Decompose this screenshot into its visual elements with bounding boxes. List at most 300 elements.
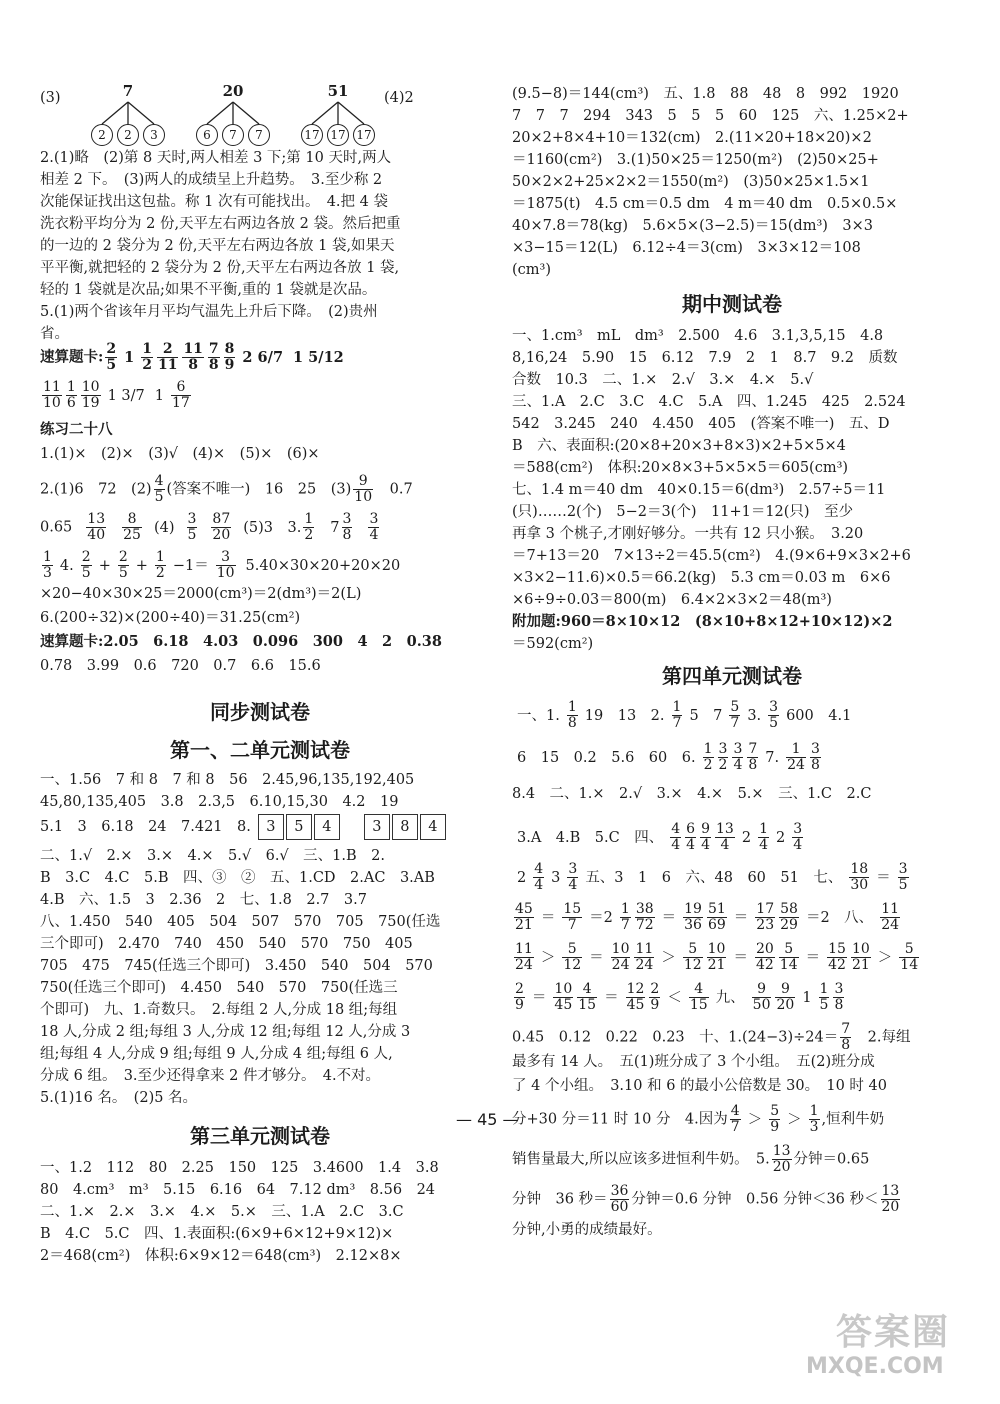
denominator: 4 (534, 877, 544, 893)
denominator: 4 (671, 837, 681, 853)
denominator: 8 (567, 715, 577, 731)
numerator: 45 (515, 901, 533, 917)
denominator: 14 (900, 957, 919, 973)
text-line (40, 550, 400, 581)
text-line: 次能保证找出这包盐。称 1 次有可能找出。 4.把 4 袋 (40, 194, 388, 210)
text-span: ＝ (589, 949, 604, 966)
denominator: 29 (780, 917, 798, 933)
denominator: 24 (611, 957, 630, 973)
fraction (718, 742, 729, 773)
text-span: 1 (124, 348, 135, 366)
text-line: 45,80,135,405 3.8 2.3,5 6.10,15,30 4.2 19 (40, 794, 399, 810)
fraction (779, 942, 799, 973)
numerator: 10 (851, 941, 870, 957)
numerator: 6 (686, 821, 696, 837)
denominator: 45 (554, 997, 573, 1013)
denominator: 5 (187, 527, 197, 543)
tree-label-4: (4)2 (384, 90, 414, 106)
numerator: 1 (819, 981, 829, 997)
text-span: 分+30 分＝11 时 10 分 4.因为 (512, 1111, 728, 1128)
fraction (769, 1104, 780, 1135)
answer-boxes (257, 819, 341, 835)
denominator: 5 (154, 489, 164, 505)
denominator: 4 (720, 837, 730, 853)
text-line: 705 475 745(任选三个即可) 3.450 540 504 570 (40, 958, 433, 974)
watermark-url: MXQE.COM (806, 1354, 944, 1379)
numerator: 2 (81, 549, 91, 565)
numerator: 5 (779, 942, 799, 958)
text-line: 1.(1)× (2)× (3)√ (4)× (5)× (6)× (40, 446, 320, 462)
text-span: 九、 (715, 989, 745, 1006)
fraction (672, 700, 683, 731)
numerator: 1 (66, 379, 76, 395)
fraction (81, 380, 101, 411)
fraction (634, 942, 654, 973)
fraction (649, 982, 660, 1013)
fraction (786, 742, 806, 773)
tree-branch (207, 102, 233, 124)
denominator: 4 (568, 877, 578, 893)
fraction (819, 982, 830, 1013)
fraction (620, 902, 631, 933)
denominator: 25 (123, 527, 141, 543)
fraction (755, 942, 775, 973)
denominator: 24 (635, 957, 654, 973)
fraction (775, 982, 795, 1013)
numerator: 38 (635, 901, 654, 917)
denominator: 3 (43, 565, 52, 581)
numerator: 13 (881, 1183, 900, 1199)
denominator: 7 (730, 715, 740, 731)
denominator: 72 (635, 917, 654, 933)
text-span: 2.每组 (853, 1029, 911, 1046)
denominator: 8 (208, 357, 219, 373)
unit4-row (512, 902, 902, 933)
text-span: 7. (765, 749, 780, 766)
text-span: ＝2 (589, 909, 613, 926)
text-span: 销售量最大,所以应该多进恒利牛奶。 5. (512, 1151, 770, 1168)
text-line: (cm³) (512, 262, 551, 278)
tree-leaf-circle: 7 (248, 124, 270, 146)
numerator: 3 (187, 511, 197, 527)
denominator: 14 (779, 957, 798, 973)
denominator: 6 (66, 395, 76, 411)
text-line: 二、1.× 2.× 3.× 4.× 5.× 三、1.A 2.C 3.C (40, 1204, 404, 1220)
text-span: 1 (802, 989, 812, 1006)
denominator: 5 (81, 565, 91, 581)
fraction (66, 380, 77, 411)
fraction (707, 942, 727, 973)
fraction (881, 1184, 901, 1215)
fraction (562, 942, 582, 973)
watermark-logo (800, 1304, 990, 1394)
text-span: 一、1. (517, 707, 560, 724)
text-span: ＝ (540, 909, 556, 926)
denominator: 42 (828, 957, 846, 973)
tree-branch (233, 102, 259, 124)
denominator: 2 (142, 357, 152, 373)
text-line: 二、1.√ 2.× 3.× 4.× 5.√ 6.√ 三、1.B 2. (40, 848, 385, 864)
text-line: 5.(1)16 名。 (2)5 名。 (40, 1090, 198, 1106)
text-line: ×20−40×30×25＝2000(cm³)＝2(dm³)＝2(L) (40, 586, 362, 602)
denominator: 10 (43, 395, 61, 411)
fraction (514, 982, 525, 1013)
text-span: ＝ (876, 869, 891, 886)
denominator: 8 (841, 1037, 851, 1053)
unit4-row (512, 1144, 869, 1175)
denominator: 24 (787, 757, 805, 773)
fraction (635, 902, 655, 933)
numerator: 4 (577, 982, 597, 998)
fraction (553, 982, 573, 1013)
denominator: 4 (369, 527, 379, 543)
text-span: 2 (775, 829, 786, 846)
text-span: 0.65 (40, 519, 73, 536)
fraction (182, 342, 203, 373)
text-span: ＞ (661, 949, 676, 966)
fraction (171, 380, 191, 411)
denominator: 30 (850, 877, 869, 893)
speed-card-2: 速算题卡:2.05 6.18 4.03 0.096 300 4 2 0.38 (40, 633, 442, 650)
numerator: 9 (701, 821, 710, 837)
fraction (703, 742, 714, 773)
numerator: 7 (841, 1021, 851, 1037)
numerator: 3 (769, 699, 779, 715)
denominator: 42 (755, 957, 774, 973)
text-line: ＝588(cm²) 体积:20×8×3+5×5×5＝605(cm³) (512, 460, 849, 476)
text-line: 2.(1)略 (2)第 8 天时,两人相差 3 下;第 10 天时,两人 (40, 150, 392, 166)
numerator: 3 (810, 741, 820, 757)
numerator: 9 (353, 474, 373, 490)
page-number: — 45 — (456, 1110, 519, 1129)
text-line: 7 7 7 294 343 5 5 5 60 125 六、1.25×2+ (512, 108, 909, 124)
text-span: 1 5/12 (293, 348, 344, 366)
tree-top-number: 7 (122, 82, 134, 100)
numerator: 2 (106, 341, 117, 357)
text-line: B 4.C 5.C 四、1.表面积:(6×9+6×12+9×12)× (40, 1226, 394, 1242)
denominator: 5 (898, 877, 908, 893)
denominator: 40 (87, 527, 106, 543)
denominator: 4 (686, 837, 696, 853)
text-span: 五、3 1 6 六、48 60 51 七、 (585, 869, 843, 886)
denominator: 7 (620, 917, 630, 933)
text-line: 八、1.450 540 405 504 507 570 705 750(任选 (40, 914, 441, 930)
numerator: 11 (635, 941, 654, 957)
fraction (880, 902, 900, 933)
text-span: 分钟 36 秒＝ (512, 1191, 608, 1208)
text-span: 0.45 0.12 0.22 0.23 十、1.(24−3)÷24＝ (512, 1029, 839, 1046)
tree-leaf-circle: 17 (353, 124, 375, 146)
numerator: 2 (650, 981, 660, 997)
speed-card-label: 速算题卡: (40, 348, 104, 366)
numerator: 3 (898, 861, 908, 877)
unit4-row (512, 822, 805, 853)
text-span: 1 3/7 (107, 387, 145, 404)
numerator: 13 (87, 511, 106, 527)
denominator: 8 (342, 527, 352, 543)
numerator: 5 (899, 942, 919, 958)
text-span: ＞ (747, 1111, 763, 1128)
text-span: ＝2 八、 (805, 909, 874, 926)
fraction (224, 342, 236, 373)
denominator: 2 (718, 757, 728, 773)
tree-leaf-circle: 6 (196, 124, 218, 146)
text-span: 3 (551, 869, 561, 886)
text-line: 20×2+8×4+10＝132(cm) 2.(11×20+18×20)×2 (512, 130, 872, 146)
denominator: 50 (752, 997, 771, 1013)
fraction (141, 342, 153, 373)
numerator: 1 (703, 741, 713, 757)
text-line: ×3×2−11.6)×0.5＝66.2(kg) 5.3 cm＝0.03 m 6×6 (512, 570, 891, 586)
numerator: 5 (562, 942, 582, 958)
numerator: 2 (157, 342, 178, 358)
numerator: 1 (155, 549, 165, 565)
text-span: 19 13 2. (584, 707, 665, 724)
text-span: 2 (517, 869, 527, 886)
text-span: (4) (153, 519, 175, 536)
unit4-row (512, 742, 823, 773)
numerator: 1 (142, 341, 152, 357)
unit4-row (512, 862, 911, 893)
denominator: 20 (212, 527, 231, 543)
denominator: 20 (776, 997, 795, 1013)
text-span: 3.A 4.B 5.C 四、 (517, 829, 664, 846)
numerator: 18 (850, 861, 869, 877)
fraction (154, 474, 165, 505)
tree-leaf-circle: 2 (91, 124, 113, 146)
numerator: 4 (154, 473, 164, 489)
denominator: 21 (851, 957, 870, 973)
numerator: 10 (707, 941, 726, 957)
text-line: 6.(200÷32)×(200÷40)＝31.25(cm²) (40, 610, 301, 626)
text-line: 洗衣粉平均分为 2 份,天平左右两边各放 2 袋。然后把重 (40, 216, 401, 232)
fraction (122, 512, 142, 543)
text-span: ,恒利牛奶 (821, 1111, 885, 1128)
numerator: 9 (775, 982, 795, 998)
numerator: 36 (610, 1183, 629, 1199)
numerator: 3 (342, 511, 352, 527)
text-line: 2＝468(cm²) 体积:6×9×12＝648(cm³) 2.12×8× (40, 1248, 402, 1264)
denominator: 12 (683, 957, 702, 973)
watermark-text: 答案圈 (836, 1312, 951, 1353)
digit-box: 4 (314, 814, 340, 840)
text-line: 相差 2 下。 (3)两人的成绩呈上升趋势。 3.至少称 2 (40, 172, 383, 188)
numerator: 4 (671, 821, 681, 837)
tree-leaf-circle: 17 (327, 124, 349, 146)
numerator: 4 (689, 982, 709, 998)
tree-label-3: (3) (40, 90, 61, 106)
denominator: 9 (770, 1119, 780, 1135)
numerator: 13 (772, 1143, 791, 1159)
text-line: ＝592(cm²) (512, 636, 594, 652)
denominator: 24 (881, 917, 900, 933)
fraction (216, 550, 236, 581)
numerator: 6 (171, 380, 191, 396)
numerator: 5 (683, 942, 703, 958)
numerator: 11 (43, 379, 61, 395)
numerator: 10 (554, 981, 573, 997)
text-span: ＝ (531, 989, 547, 1006)
denominator: 8 (810, 757, 820, 773)
fraction (533, 862, 544, 893)
text-span: 5.1 3 6.18 24 7.421 8. (40, 819, 251, 835)
text-span: ＞ (540, 949, 556, 966)
text-line: B 六、表面积:(20×8+20×3+8×3)×2+5×5×4 (512, 438, 846, 454)
digit-box: 8 (392, 814, 418, 840)
tree-leaf-circle: 3 (143, 124, 165, 146)
numerator: 1 (43, 549, 52, 565)
denominator: 2 (703, 757, 713, 773)
fraction (118, 550, 129, 581)
fraction (827, 942, 847, 973)
fraction (42, 550, 53, 581)
fraction (187, 512, 198, 543)
fraction (755, 902, 775, 933)
denominator: 19 (81, 395, 100, 411)
text-span: 4. (59, 557, 74, 574)
text-span: + (98, 557, 111, 574)
numerator: 1 (567, 699, 577, 715)
fraction (747, 742, 758, 773)
denominator: 9 (224, 357, 235, 373)
text-span: 1 (154, 387, 164, 404)
denominator: 9 (650, 997, 660, 1013)
numerator: 1 (672, 699, 682, 715)
denominator: 21 (515, 917, 533, 933)
fraction (611, 942, 631, 973)
fraction (626, 982, 646, 1013)
numerator: 3 (568, 861, 578, 877)
text-line: 分钟,小勇的成绩最好。 (512, 1222, 662, 1238)
fraction (809, 1104, 820, 1135)
section-title: 练习二十八 (40, 421, 113, 438)
digit-box: 5 (286, 814, 312, 840)
text-span: −1＝ (172, 557, 209, 574)
fraction (700, 822, 711, 853)
fraction (86, 512, 106, 543)
text-line: 50×2×2+25×2×2＝1550(m²) (3)50×25×1.5×1 (512, 174, 870, 190)
tree-branch (338, 102, 364, 124)
text-span: 0.7 (375, 481, 413, 498)
text-span: 2 6/7 (242, 348, 284, 366)
text-line: ×6÷9÷0.03＝800(m) 6.4×2×3×2＝48(m³) (512, 592, 832, 608)
text-span: 分钟＝0.65 (793, 1151, 870, 1168)
text-span: ＝ (733, 949, 748, 966)
denominator: 17 (171, 395, 190, 411)
fraction (81, 550, 92, 581)
numerator: 9 (752, 982, 772, 998)
fraction (562, 902, 582, 933)
numerator: 2 (515, 981, 524, 997)
numerator: 1 (759, 821, 768, 837)
text-span: 2 (741, 829, 752, 846)
denominator: 8 (834, 997, 844, 1013)
numerator: 15 (828, 941, 846, 957)
numerator: 1 (620, 901, 630, 917)
numerator: 5 (730, 699, 740, 715)
denominator: 21 (707, 957, 726, 973)
text-span: 5.40×30×20+20×20 (245, 557, 401, 574)
text-line: 分成 6 组。 3.至少还得拿来 2 件才够分。 4.不对。 (40, 1068, 381, 1084)
fraction (610, 1184, 630, 1215)
text-line: 三个即可) 2.470 740 450 540 570 750 405 (40, 936, 413, 952)
fraction (689, 982, 709, 1013)
denominator: 2 (155, 565, 165, 581)
text-span: ＝ (805, 949, 821, 966)
numerator: 3 (216, 550, 236, 566)
denominator: 45 (626, 997, 645, 1013)
speed-card-1-row2 (40, 380, 193, 411)
text-line: 再拿 3 个桃子,才刚好够分。一共有 12 只小猴。 3.20 (512, 526, 864, 542)
text-line: 一、1.2 112 80 2.25 150 125 3.4600 1.4 3.8 (40, 1160, 439, 1176)
text-span: + (135, 557, 148, 574)
text-line: 平平衡,就把轻的 2 袋分为 2 份,天平左右两边各放 1 袋, (40, 260, 400, 276)
fraction (683, 902, 703, 933)
denominator: 4 (793, 837, 803, 853)
number-trees (40, 82, 480, 152)
text-line: ＝1875(t) 4.5 cm＝0.5 dm 4 m＝40 dm 0.5×0.5× (512, 196, 898, 212)
numerator: 87 (212, 511, 231, 527)
fraction (155, 550, 166, 581)
denominator: 60 (610, 1199, 629, 1215)
fraction (715, 822, 735, 853)
denominator: 23 (756, 917, 775, 933)
fraction (758, 822, 769, 853)
text-span: ＝ (733, 909, 749, 926)
numerator: 3 (369, 511, 379, 527)
denominator: 9 (515, 997, 524, 1013)
text-line: 合数 10.3 二、1.× 2.√ 3.× 4.× 5.√ (512, 372, 814, 388)
fraction (729, 700, 740, 731)
text-line: (9.5−8)＝144(cm³) 五、1.8 88 48 8 992 1920 (512, 86, 899, 102)
text-line: 一、1.cm³ mL dm³ 2.500 4.6 3.1,3,5,15 4.8 (512, 328, 884, 344)
denominator: 7 (672, 715, 682, 731)
denominator: 5 (769, 715, 779, 731)
numerator: 2 (118, 549, 128, 565)
numerator: 20 (755, 941, 774, 957)
numerator: 1 (786, 742, 806, 758)
digit-box: 3 (258, 814, 284, 840)
unit4-row (512, 1022, 910, 1053)
numerator: 3 (733, 741, 743, 757)
text-span: (5)3 3. (243, 519, 302, 536)
text-span: 6 15 0.2 5.6 60 6. (517, 749, 696, 766)
denominator: 11 (157, 357, 178, 373)
denominator: 20 (881, 1199, 900, 1215)
text-line (40, 814, 447, 840)
tree-top-number: 20 (222, 82, 244, 100)
text-line: 了 4 个小组。 3.10 和 6 的最小公倍数是 30。 10 时 40 (512, 1078, 887, 1094)
text-line: 0.78 3.99 0.6 720 0.7 6.6 15.6 (40, 658, 321, 674)
answer-boxes (363, 819, 447, 835)
text-span: 2.(1)6 72 (2) (40, 481, 152, 498)
text-span: 600 4.1 (786, 707, 852, 724)
denominator: 7 (567, 917, 577, 933)
denominator: 10 (354, 489, 373, 505)
section-heading: 同步测试卷 (210, 700, 310, 724)
numerator: 5 (770, 1103, 780, 1119)
numerator: 8 (122, 512, 142, 528)
fraction (577, 982, 597, 1013)
numerator: 12 (626, 981, 645, 997)
text-line: 40×7.8＝78(kg) 5.6×5×(3−2.5)＝15(dm³) 3×3 (512, 218, 874, 234)
section-heading: 第一、二单元测试卷 (170, 738, 350, 762)
tree-branch (102, 102, 128, 124)
fraction (768, 700, 779, 731)
numerator: 13 (716, 821, 734, 837)
tree-leaf-circle: 2 (117, 124, 139, 146)
denominator: 20 (772, 1159, 791, 1175)
